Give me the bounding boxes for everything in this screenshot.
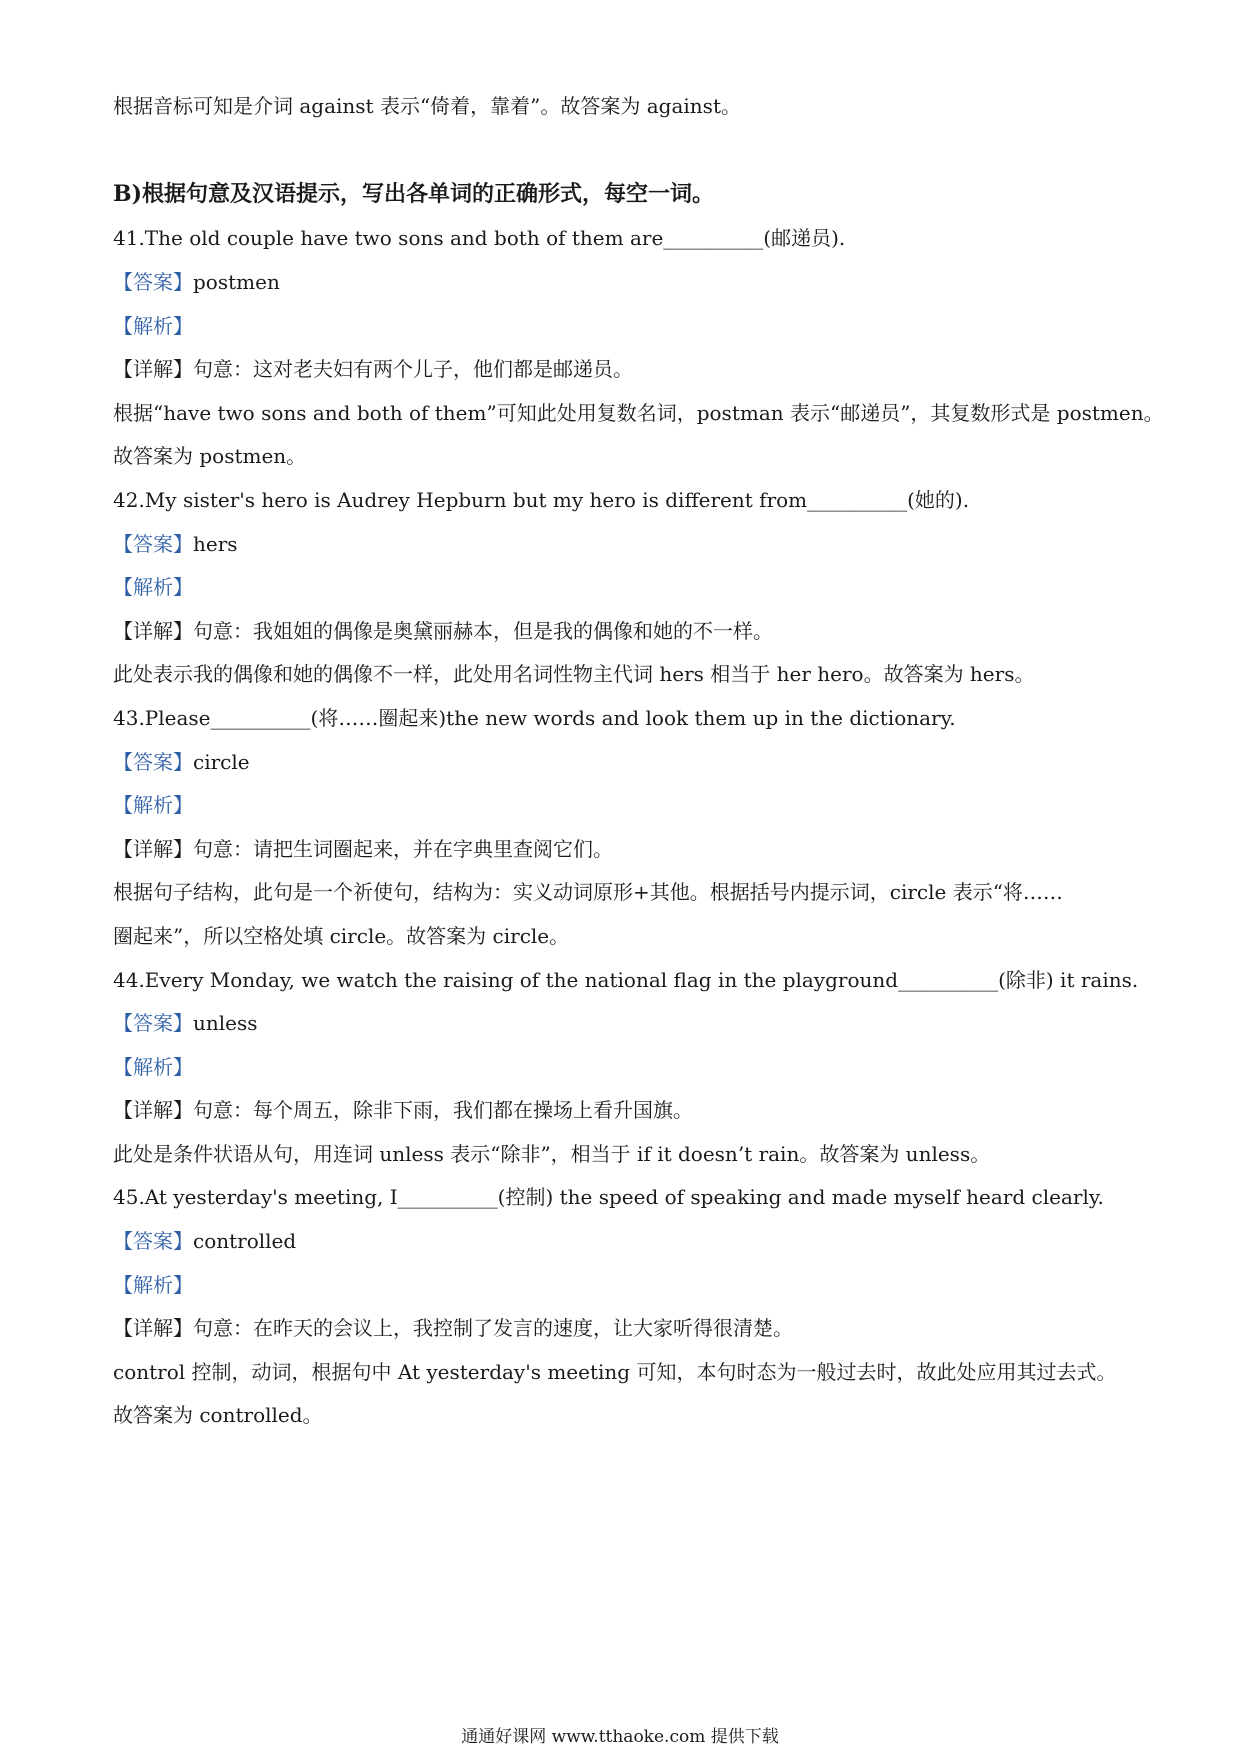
detail-text: 句意：每个周五，除非下雨，我们都在操场上看升国旗。 [193,1098,693,1122]
detail-label: 【详解】 [113,1316,193,1340]
detail-row-44 [113,1096,693,1124]
answer-value: circle [193,750,250,774]
explanation-43-line-1: 根据句子结构，此句是一个祈使句，结构为：实义动词原形+其他。根据括号内提示词，circle 表示“将…… [113,880,1063,904]
answer-label: 【答案】 [113,270,193,294]
detail-text: 句意：请把生词圈起来，并在字典里查阅它们。 [193,837,613,861]
detail-text: 句意：我姐姐的偶像是奥黛丽赫本，但是我的偶像和她的不一样。 [193,619,773,643]
detail-label: 【详解】 [113,1098,193,1122]
explanation-41-line-2: 故答案为 postmen。 [113,444,307,468]
question-45: 45.At yesterday's meeting, I__________(控制) the speed of speaking and made myself heard clearly. [113,1185,1104,1209]
answer-value: controlled [193,1229,297,1253]
question-41: 41.The old couple have two sons and both of them are__________(邮递员). [113,226,846,250]
analysis-label: 【解析】 [113,1055,193,1079]
question-44: 44.Every Monday, we watch the raising of the national flag in the playground__________(除非) it rains. [113,968,1139,992]
answer-value: unless [193,1011,258,1035]
detail-row-43 [113,835,613,863]
analysis-row-42 [113,573,193,601]
explanation-41-line-1: 根据“have two sons and both of them”可知此处用复数名词，postman 表示“邮递员”，其复数形式是 postmen。 [113,401,1164,425]
detail-label: 【详解】 [113,357,193,381]
analysis-label: 【解析】 [113,575,193,599]
answer-row-41 [113,268,280,296]
analysis-row-41 [113,312,193,340]
answer-value: hers [193,532,238,556]
analysis-label: 【解析】 [113,314,193,338]
answer-value: postmen [193,270,280,294]
detail-text: 句意：这对老夫妇有两个儿子，他们都是邮递员。 [193,357,633,381]
detail-row-42 [113,617,773,645]
answer-label: 【答案】 [113,532,193,556]
analysis-label: 【解析】 [113,1273,193,1297]
explanation-45-line-2: 故答案为 controlled。 [113,1403,323,1427]
explanation-43-line-2: 圈起来”，所以空格处填 circle。故答案为 circle。 [113,924,570,948]
answer-label: 【答案】 [113,1011,193,1035]
question-43: 43.Please__________(将……圈起来)the new words and look them up in the dictionary. [113,706,956,730]
intro-text: 根据音标可知是介词 against 表示“倚着，靠着”。故答案为 against。 [113,94,741,118]
section-heading: B)根据句意及汉语提示，写出各单词的正确形式，每空一词。 [113,181,715,207]
answer-row-43 [113,748,250,776]
answer-row-44 [113,1009,258,1037]
analysis-row-44 [113,1053,193,1081]
explanation-42-line-1: 此处表示我的偶像和她的偶像不一样，此处用名词性物主代词 hers 相当于 her hero。故答案为 hers。 [113,662,1035,686]
explanation-45-line-1: control 控制，动词，根据句中 At yesterday's meeting 可知，本句时态为一般过去时，故此处应用其过去式。 [113,1360,1117,1384]
detail-text: 句意：在昨天的会议上，我控制了发言的速度，让大家听得很清楚。 [193,1316,793,1340]
answer-label: 【答案】 [113,1229,193,1253]
answer-row-45 [113,1227,296,1255]
analysis-row-45 [113,1271,193,1299]
detail-label: 【详解】 [113,619,193,643]
page-footer: 通通好课网 www.tthaoke.com 提供下载 [461,1727,779,1747]
question-42: 42.My sister's hero is Audrey Hepburn but my hero is different from__________(她的). [113,488,970,512]
detail-row-45 [113,1314,793,1342]
detail-row-41 [113,355,633,383]
detail-label: 【详解】 [113,837,193,861]
analysis-row-43 [113,791,193,819]
explanation-44-line-1: 此处是条件状语从句，用连词 unless 表示“除非”，相当于 if it doesn’t rain。故答案为 unless。 [113,1142,991,1166]
analysis-label: 【解析】 [113,793,193,817]
answer-row-42 [113,530,238,558]
answer-label: 【答案】 [113,750,193,774]
